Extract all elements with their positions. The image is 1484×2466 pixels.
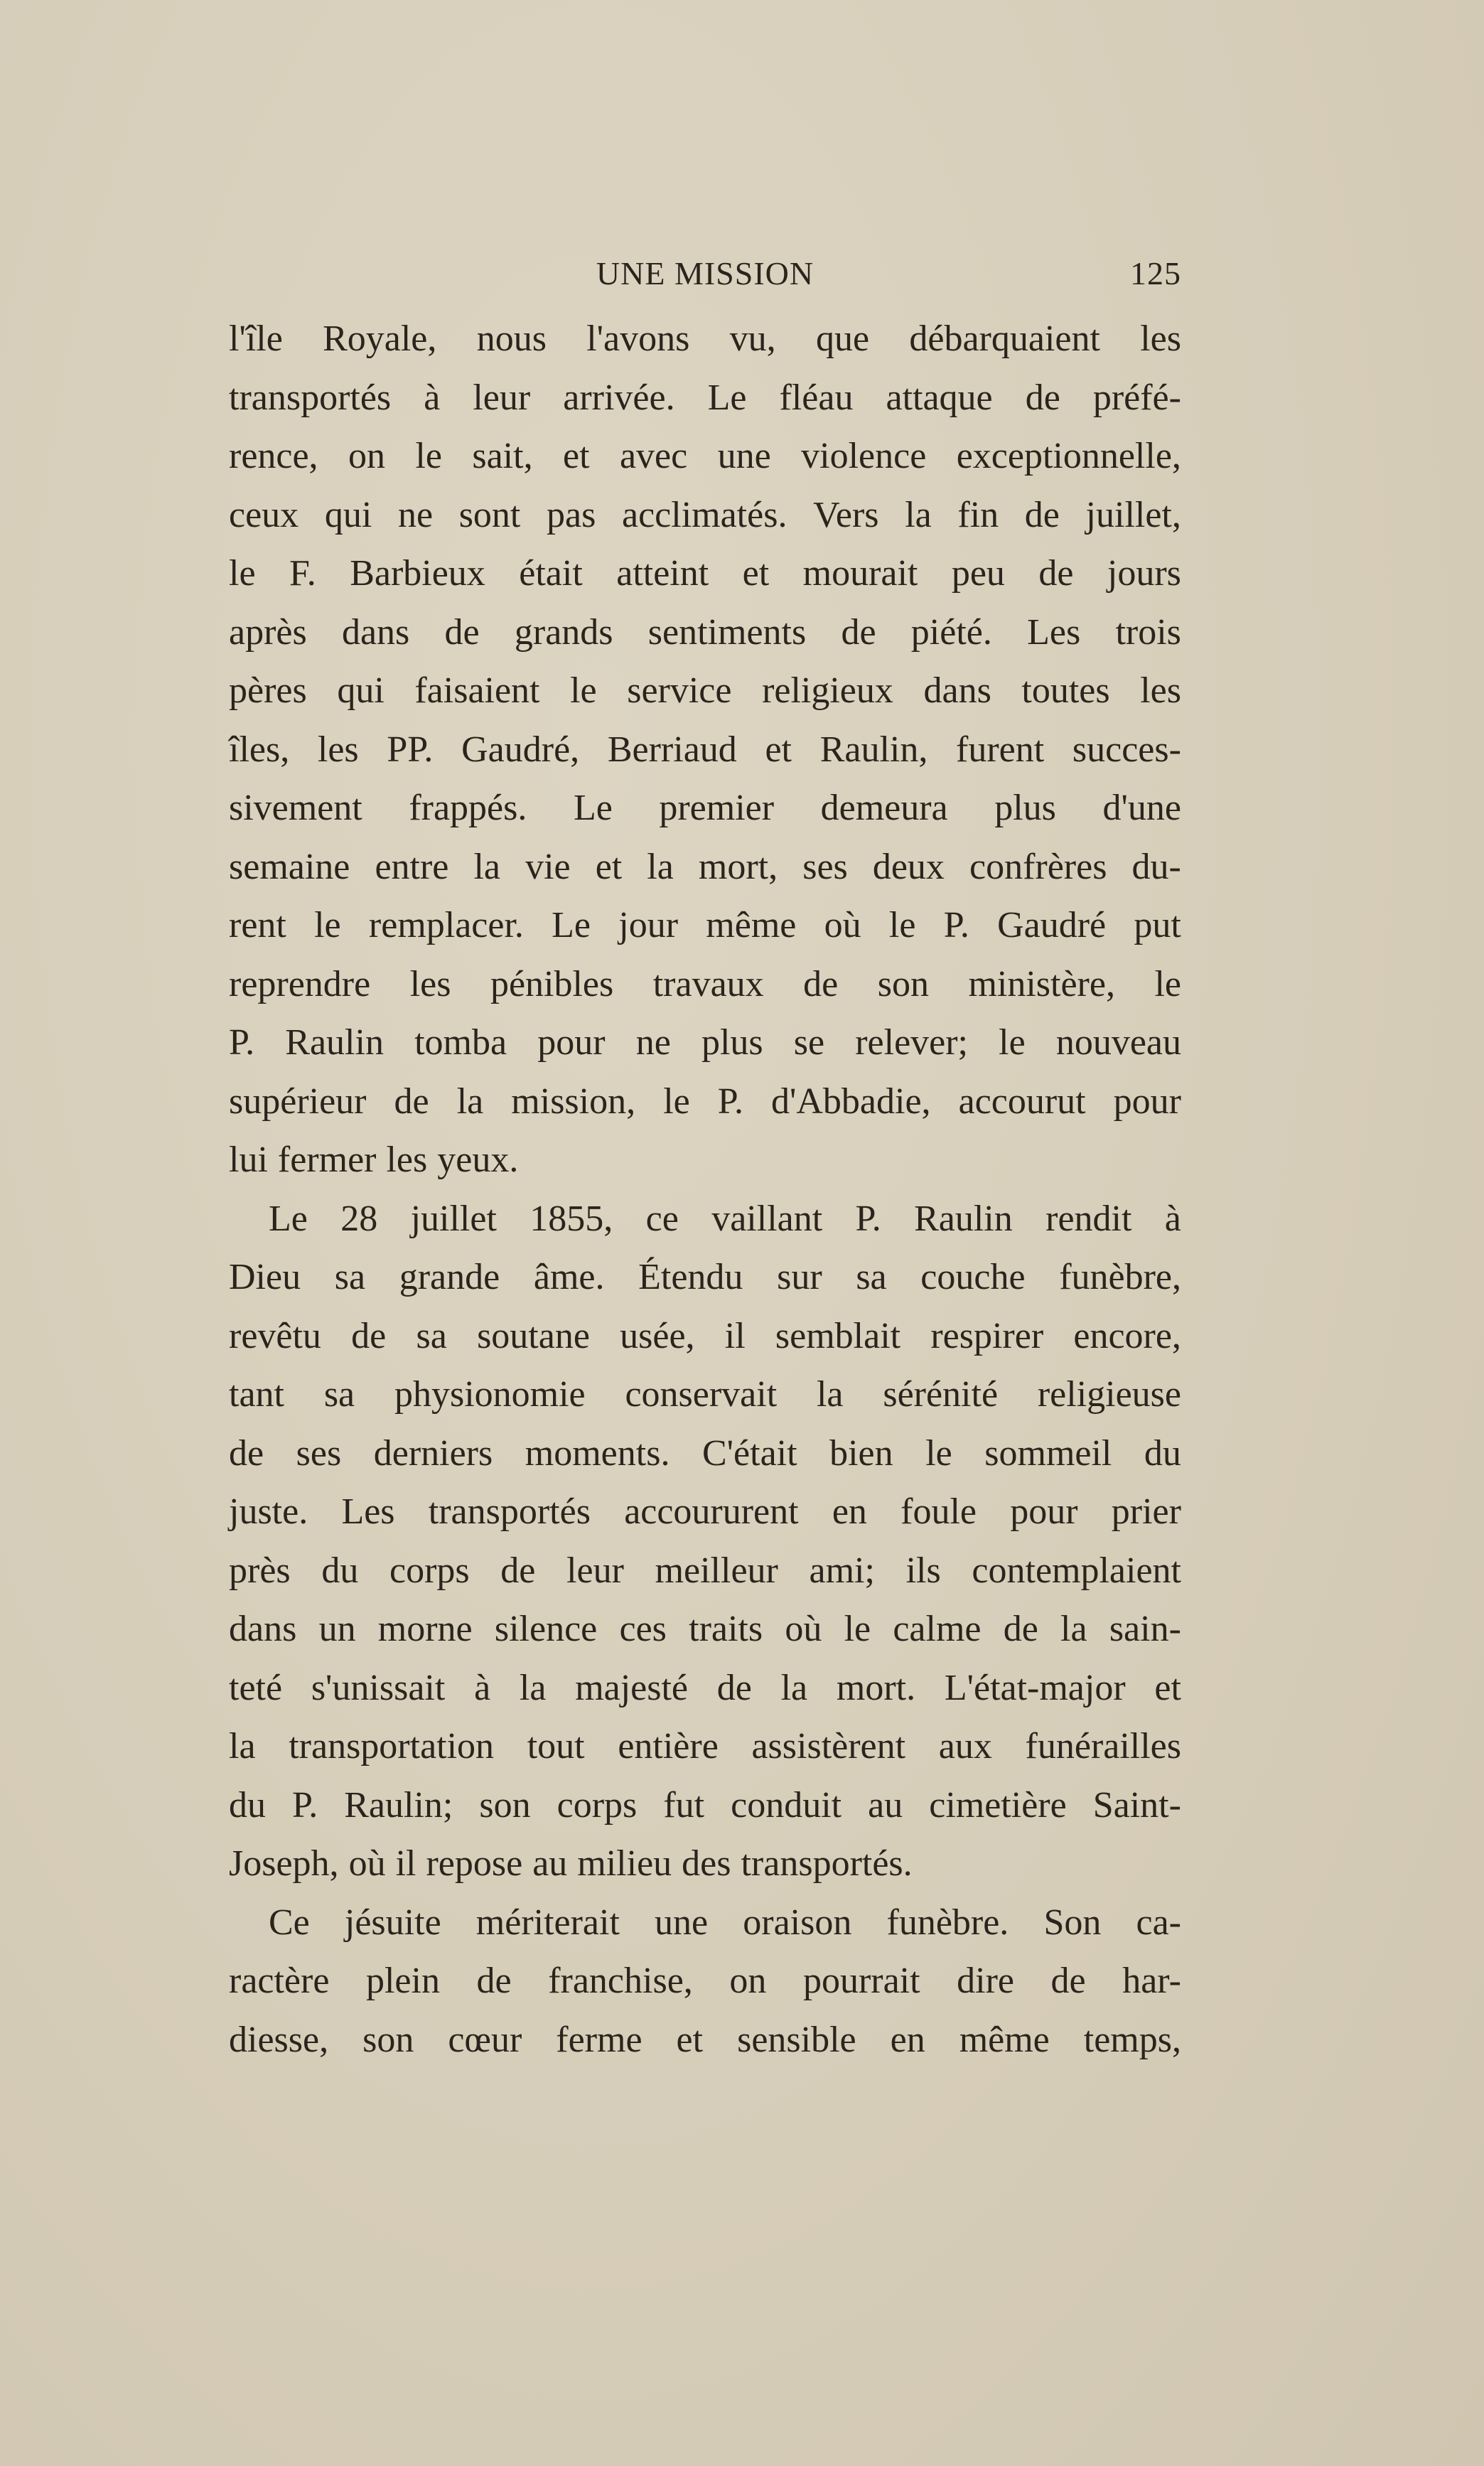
book-page <box>229 254 1181 2069</box>
text-line: juste. Les transportés accoururent en foule pour prier <box>229 1491 1181 1532</box>
text-line: revêtu de sa soutane usée, il semblait respirer encore, <box>229 1315 1181 1356</box>
text-line: transportés à leur arrivée. Le fléau attaque de préfé- <box>229 377 1181 418</box>
page-number: 125 <box>1130 255 1181 291</box>
text-line: Le 28 juillet 1855, ce vaillant P. Raulin rendit à <box>269 1198 1181 1239</box>
paragraph <box>229 1894 1181 2070</box>
text-line: Dieu sa grande âme. Étendu sur sa couche funèbre, <box>229 1257 1181 1297</box>
paragraph <box>229 310 1181 1190</box>
running-head <box>229 254 1181 304</box>
text-line: pères qui faisaient le service religieux dans toutes les <box>229 670 1181 711</box>
text-line: du P. Raulin; son corps fut conduit au cimetière Saint- <box>229 1784 1181 1826</box>
text-line: rence, on le sait, et avec une violence exceptionnelle, <box>229 436 1181 476</box>
text-line: lui fermer les yeux. <box>229 1140 519 1180</box>
text-line: tant sa physionomie conservait la sérénité religieuse <box>229 1374 1181 1415</box>
text-line: reprendre les pénibles travaux de son ministère, le <box>229 963 1181 1004</box>
paragraph <box>229 1190 1181 1894</box>
text-line: supérieur de la mission, le P. d'Abbadie, accourut pour <box>229 1081 1181 1122</box>
text-line: sivement frappés. Le premier demeura plus d'une <box>229 788 1181 828</box>
text-line: la transportation tout entière assistèrent aux funérailles <box>229 1726 1181 1767</box>
text-line: l'île Royale, nous l'avons vu, que débarquaient les <box>229 318 1181 359</box>
text-line: après dans de grands sentiments de piété. Les trois <box>229 611 1181 653</box>
text-line: le F. Barbieux était atteint et mourait peu de jours <box>229 553 1181 594</box>
text-line: de ses derniers moments. C'était bien le sommeil du <box>229 1432 1181 1474</box>
running-title: UNE MISSION <box>596 255 814 291</box>
text-line: ractère plein de franchise, on pourrait dire de har- <box>229 1961 1181 2001</box>
text-line: rent le remplacer. Le jour même où le P. Gaudré put <box>229 905 1181 945</box>
text-line: ceux qui ne sont pas acclimatés. Vers la fin de juillet, <box>229 494 1181 535</box>
text-line: dans un morne silence ces traits où le calme de la sain- <box>229 1609 1181 1649</box>
text-line: diesse, son cœur ferme et sensible en même temps, <box>229 2019 1181 2060</box>
text-line: semaine entre la vie et la mort, ses deux confrères du- <box>229 846 1181 887</box>
text-line: près du corps de leur meilleur ami; ils contemplaient <box>229 1550 1181 1591</box>
text-line: P. Raulin tomba pour ne plus se relever; le nouveau <box>229 1022 1181 1063</box>
text-line: teté s'unissait à la majesté de la mort. L'état-major et <box>229 1667 1181 1708</box>
body-text <box>229 310 1181 2069</box>
text-line: Ce jésuite mériterait une oraison funèbre. Son ca- <box>269 1902 1181 1943</box>
text-line: îles, les PP. Gaudré, Berriaud et Raulin, furent succes- <box>229 729 1181 770</box>
text-line: Joseph, où il repose au milieu des transportés. <box>229 1843 913 1884</box>
